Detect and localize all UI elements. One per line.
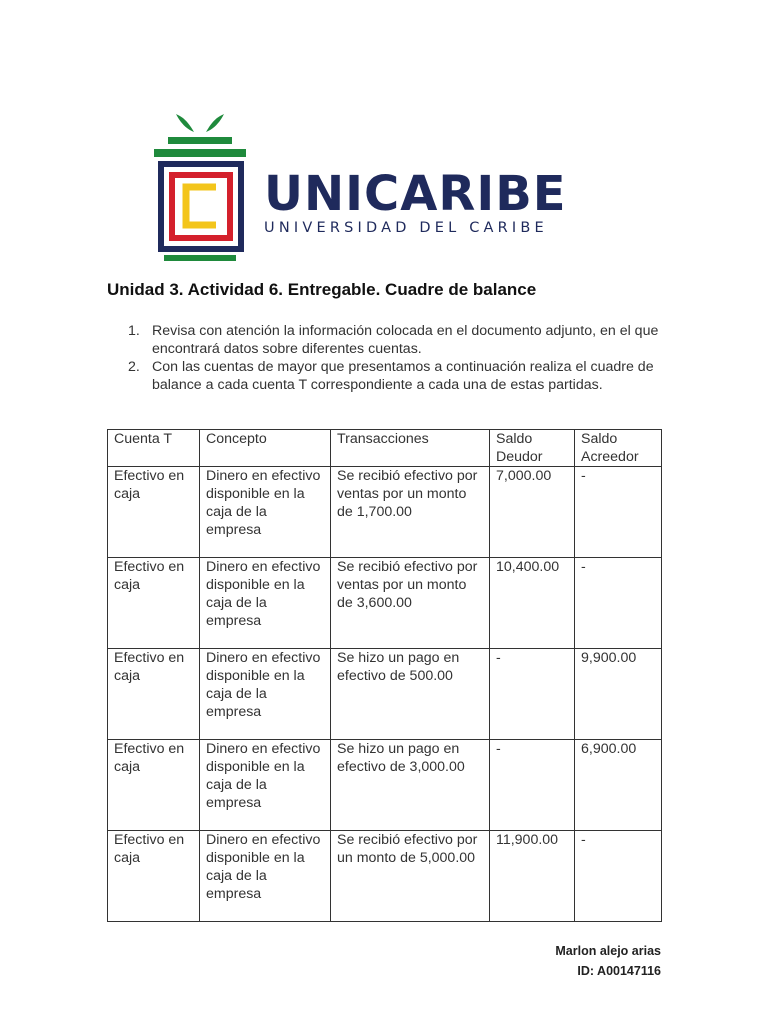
table-row xyxy=(108,558,662,649)
cell-transaccion: Se hizo un pago en efectivo de 500.00 xyxy=(331,649,490,740)
header-cuenta-t: Cuenta T xyxy=(108,430,200,467)
cell-transaccion: Se recibió efectivo por ventas por un monto de 3,600.00 xyxy=(331,558,490,649)
cell-concepto: Dinero en efectivo disponible en la caja de la empresa xyxy=(200,649,331,740)
cell-saldo-deudor: 7,000.00 xyxy=(490,467,575,558)
cell-saldo-acreedor: - xyxy=(575,558,662,649)
cell-cuenta: Efectivo en caja xyxy=(108,558,200,649)
logo-subtitle: UNIVERSIDAD DEL CARIBE xyxy=(264,220,548,236)
author-name: Marlon alejo arias xyxy=(555,944,661,958)
table-header-row xyxy=(108,430,662,467)
cell-saldo-deudor: 10,400.00 xyxy=(490,558,575,649)
cell-cuenta: Efectivo en caja xyxy=(108,467,200,558)
cell-transaccion: Se recibió efectivo por ventas por un monto de 1,700.00 xyxy=(331,467,490,558)
cell-concepto: Dinero en efectivo disponible en la caja de la empresa xyxy=(200,467,331,558)
header-concepto: Concepto xyxy=(200,430,331,467)
author-id: ID: A00147116 xyxy=(577,964,661,978)
instruction-item xyxy=(107,322,667,358)
cell-saldo-acreedor: - xyxy=(575,831,662,922)
table-row xyxy=(108,831,662,922)
logo-wordmark xyxy=(264,166,567,236)
balance-table xyxy=(107,429,662,922)
table-row xyxy=(108,649,662,740)
cell-cuenta: Efectivo en caja xyxy=(108,649,200,740)
instruction-number: 1. xyxy=(128,323,140,339)
cell-saldo-acreedor: - xyxy=(575,467,662,558)
cell-saldo-deudor: - xyxy=(490,740,575,831)
cell-saldo-acreedor: 9,900.00 xyxy=(575,649,662,740)
cell-transaccion: Se recibió efectivo por un monto de 5,000.00 xyxy=(331,831,490,922)
instruction-text: Revisa con atención la información colocada en el documento adjunto, en el que encontrará datos sobre diferentes cuentas. xyxy=(152,323,659,357)
cell-cuenta: Efectivo en caja xyxy=(108,740,200,831)
page-title: Unidad 3. Actividad 6. Entregable. Cuadre de balance xyxy=(107,280,537,299)
cell-cuenta: Efectivo en caja xyxy=(108,831,200,922)
cell-concepto: Dinero en efectivo disponible en la caja de la empresa xyxy=(200,831,331,922)
header-transacciones: Transacciones xyxy=(331,430,490,467)
cell-transaccion: Se hizo un pago en efectivo de 3,000.00 xyxy=(331,740,490,831)
logo-name: UNICARIBE xyxy=(264,166,567,222)
header-saldo-deudor: Saldo Deudor xyxy=(490,430,575,467)
instruction-text: Con las cuentas de mayor que presentamos a continuación realiza el cuadre de balance a cada cuenta T correspondiente a cada una de estas partidas. xyxy=(152,359,654,393)
header-saldo-acreedor: Saldo Acreedor xyxy=(575,430,662,467)
logo-emblem-icon xyxy=(150,112,250,262)
instruction-number: 2. xyxy=(128,359,140,375)
table-row xyxy=(108,467,662,558)
instruction-item xyxy=(107,358,667,394)
cell-saldo-acreedor: 6,900.00 xyxy=(575,740,662,831)
cell-saldo-deudor: 11,900.00 xyxy=(490,831,575,922)
cell-concepto: Dinero en efectivo disponible en la caja de la empresa xyxy=(200,558,331,649)
cell-saldo-deudor: - xyxy=(490,649,575,740)
unicaribe-logo xyxy=(150,112,567,262)
table-row xyxy=(108,740,662,831)
instructions-list xyxy=(107,322,667,394)
author-footer xyxy=(555,941,661,981)
cell-concepto: Dinero en efectivo disponible en la caja de la empresa xyxy=(200,740,331,831)
